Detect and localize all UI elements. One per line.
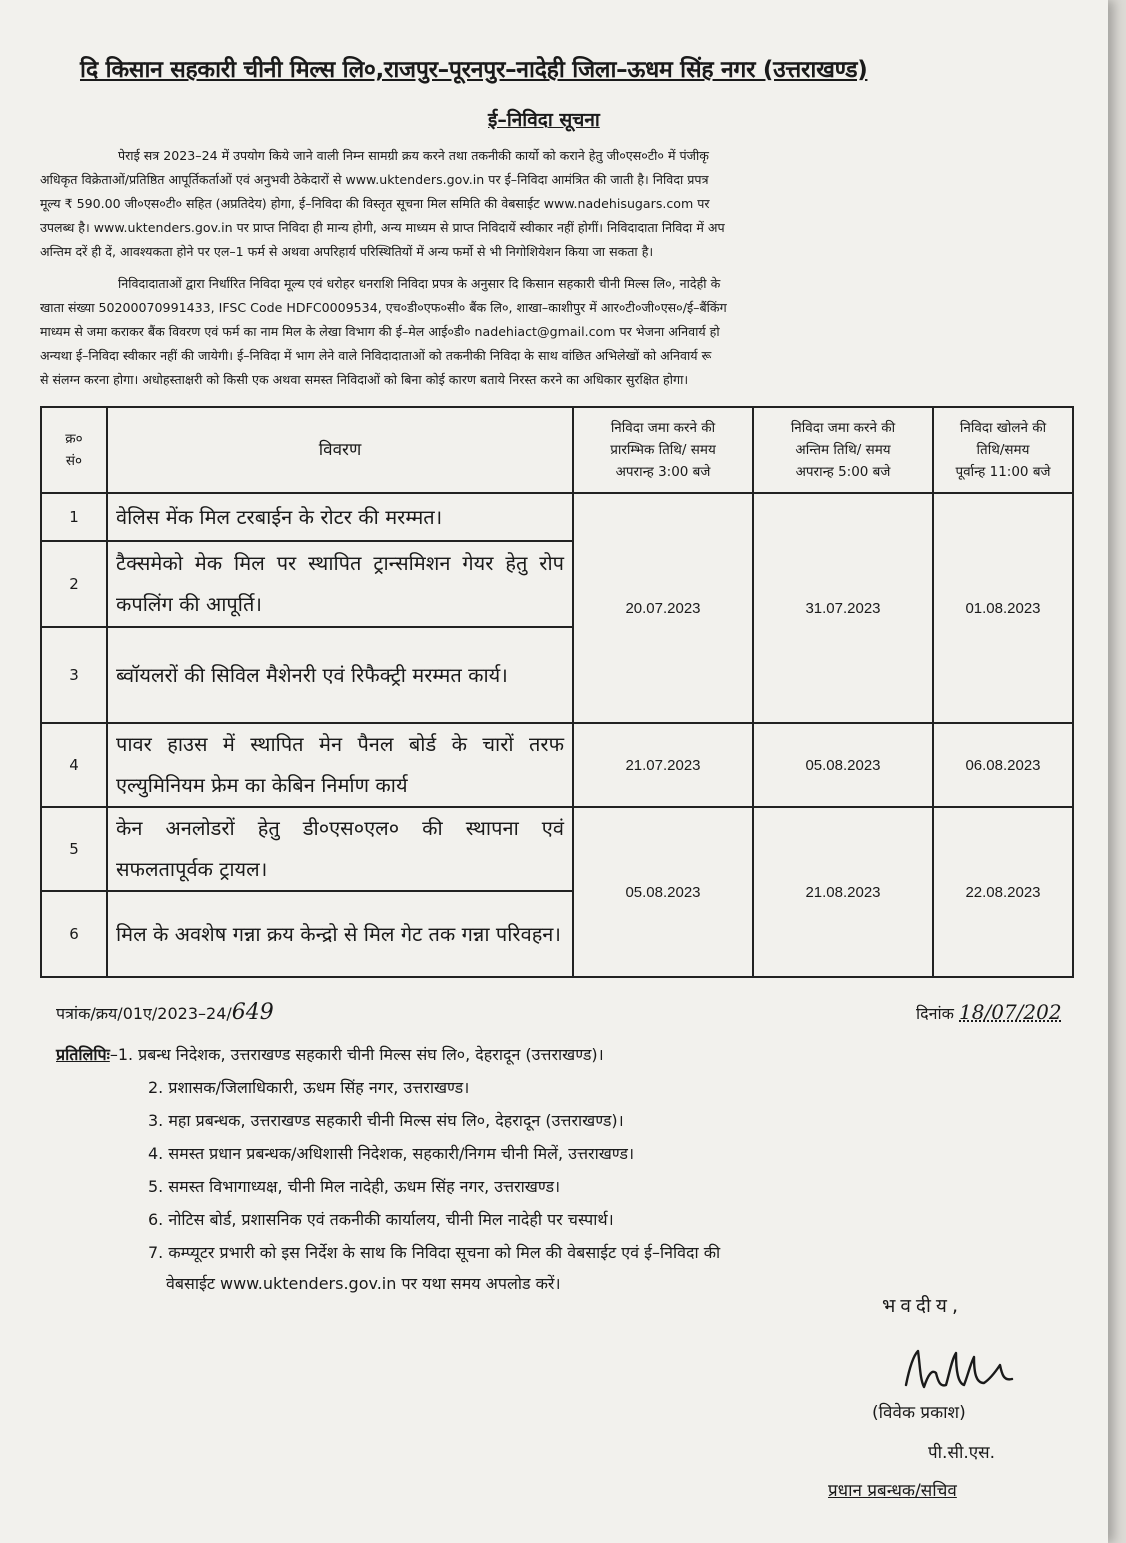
cc-item: 7. कम्प्यूटर प्रभारी को इस निर्देश के साथ कि निविदा सूचना को मिल की वेबसाईट एवं ई–निविदा की [148, 1243, 721, 1262]
date-label: दिनांक [916, 1004, 954, 1023]
start-date-cell: 20.07.2023 [573, 493, 753, 723]
row-description: पावर हाउस में स्थापित मेन पैनल बोर्ड के चारों तरफ एल्युमिनियम फ्रेम का केबिन निर्माण कार्य [107, 723, 573, 807]
reference-number [56, 1000, 274, 1025]
last-date-cell: 05.08.2023 [753, 723, 933, 807]
last-date-cell: 21.08.2023 [753, 807, 933, 977]
start-date-cell: 21.07.2023 [573, 723, 753, 807]
table-row [41, 493, 1073, 541]
cc-item: 2. प्रशासक/जिलाधिकारी, ऊधम सिंह नगर, उत्तराखण्ड। [148, 1078, 470, 1097]
intro-line: उपलब्ध है। www.uktenders.gov.in पर प्राप्त निविदा ही मान्य होगी, अन्य माध्यम से प्राप्त निविदायें स्वीकार नहीं होगीं। निविदादाता निविदा में अप [40, 220, 725, 235]
intro-line: मूल्य ₹ 590.00 जी०एस०टी० सहित (अप्रतिदेय) होगा, ई–निविदा की विस्तृत सूचना मिल समिति की वेबसाईट www.nadehisugars.com पर [40, 196, 710, 211]
copy-to-list [56, 1038, 1056, 1299]
payment-line: खाता संख्या 50200070991433, IFSC Code HDFC0009534, एच०डी०एफ०सी० बैंक लि०, शाखा–काशीपुर में आर०टी०जी०एस०/ई–बैंकिंग [40, 300, 727, 315]
cc-item-continuation: वेबसाईट www.uktenders.gov.in पर यथा समय अपलोड करें। [166, 1274, 561, 1293]
payment-paragraph [40, 272, 1108, 392]
row-sno: 3 [41, 627, 107, 723]
row-description: केन अनलोडरों हेतु डी०एस०एल० की स्थापना एवं सफलतापूर्वक ट्रायल। [107, 807, 573, 891]
start-date-cell: 05.08.2023 [573, 807, 753, 977]
table-row [41, 807, 1073, 891]
table-header-row [41, 407, 1073, 493]
payment-line: अन्यथा ई–निविदा स्वीकार नहीं की जायेगी। ई–निविदा में भाग लेने वाले निविदादाताओं को तकनीकी निविदा के साथ वांछित अभिलेखों को अनिवार्य रू [40, 348, 712, 363]
signatory-name: (विवेक प्रकाश) [872, 1403, 966, 1423]
opening-date-cell: 01.08.2023 [933, 493, 1073, 723]
row-sno: 4 [41, 723, 107, 807]
reference-handwritten-number: 649 [231, 1000, 274, 1025]
payment-line: निविदादाताओं द्वारा निर्धारित निविदा मूल्य एवं धरोहर धनराशि निविदा प्रपत्र के अनुसार दि किसान सहकारी चीनी मिल्स लि०, नादेही के [118, 276, 721, 291]
row-description: ब्वॉयलरों की सिविल मैशेनरी एवं रिफैक्ट्री मरम्मत कार्य। [107, 627, 573, 723]
cc-item: प्रतिलिपिः–1. प्रबन्ध निदेशक, उत्तराखण्ड सहकारी चीनी मिल्स संघ लि०, देहरादून (उत्तराखण्ड)। [56, 1045, 604, 1064]
header-description: विवरण [107, 407, 573, 493]
header-start-date: निविदा जमा करने की प्रारम्भिक तिथि/ समय अपरान्ह 3:00 बजे [573, 407, 753, 493]
row-description: वेलिस मेंक मिल टरबाईन के रोटर की मरम्मत। [107, 493, 573, 541]
opening-date-cell: 06.08.2023 [933, 723, 1073, 807]
intro-line: पेराई सत्र 2023–24 में उपयोग किये जाने वाली निम्न सामग्री क्रय करने तथा तकनीकी कार्यो को कराने हेतु जी०एस०टी० में पंजीकृ [118, 148, 709, 163]
reference-label: पत्रांक/क्रय/01ए/2023–24/ [56, 1004, 232, 1023]
date-line [916, 1000, 1062, 1024]
cc-item: 3. महा प्रबन्धक, उत्तराखण्ड सहकारी चीनी मिल्स संघ लि०, देहरादून (उत्तराखण्ड)। [148, 1111, 624, 1130]
notice-heading: ई–निविदा सूचना [488, 109, 600, 131]
cc-item: 6. नोटिस बोर्ड, प्रशासनिक एवं तकनीकी कार्यालय, चीनी मिल नादेही पर चस्पार्थ। [148, 1210, 614, 1229]
intro-line: अन्तिम दरें ही दें, आवश्यकता होने पर एल–1 फर्म से अथवा अपरिहार्य परिस्थितियों में अन्य फर्मो से भी निगोशियेशन किया जा सकता है। [40, 244, 654, 259]
row-sno: 2 [41, 541, 107, 627]
cc-item: 4. समस्त प्रधान प्रबन्धक/अधिशासी निदेशक, सहकारी/निगम चीनी मिलें, उत्तराखण्ड। [148, 1144, 635, 1163]
opening-date-cell: 22.08.2023 [933, 807, 1073, 977]
intro-line: अधिकृत विक्रेताओं/प्रतिष्ठित आपूर्तिकर्ताओं एवं अनुभवी ठेकेदारों से www.uktenders.gov.in पर ई–निविदा आमंत्रित की जाती है। निविदा प्रपत्र [40, 172, 709, 187]
intro-paragraph [40, 144, 1108, 264]
mill-title: दि किसान सहकारी चीनी मिल्स लि०,राजपुर–पूरनपुर–नादेही जिला–ऊधम सिंह नगर (उत्तराखण्ड) [80, 57, 868, 83]
row-description: टैक्समेको मेक मिल पर स्थापित ट्रान्समिशन गेयर हेतु रोप कपलिंग की आपूर्ति। [107, 541, 573, 627]
signatory-designation: पी.सी.एस. [928, 1443, 996, 1463]
closing-salutation: भवदीय, [882, 1295, 963, 1317]
row-sno: 1 [41, 493, 107, 541]
tender-table [40, 406, 1074, 978]
header-sno: क्र० सं० [41, 407, 107, 493]
signatory-post: प्रधान प्रबन्धक/सचिव [828, 1481, 957, 1501]
cc-item: 5. समस्त विभागाध्यक्ष, चीनी मिल नादेही, ऊधम सिंह नगर, उत्तराखण्ड। [148, 1177, 561, 1196]
header-last-date: निविदा जमा करने की अन्तिम तिथि/ समय अपरान्ह 5:00 बजे [753, 407, 933, 493]
header-opening-date: निविदा खोलने की तिथि/समय पूर्वान्ह 11:00 बजे [933, 407, 1073, 493]
row-description: मिल के अवशेष गन्ना क्रय केन्द्रो से मिल गेट तक गन्ना परिवहन। [107, 891, 573, 977]
table-row [41, 723, 1073, 807]
date-handwritten: 18/07/202 [959, 1000, 1062, 1024]
row-sno: 6 [41, 891, 107, 977]
payment-line: से संलग्न करना होगा। अधोहस्ताक्षरी को किसी एक अथवा समस्त निविदाओं को बिना कोई कारण बताये निरस्त करने का अधिकार सुरक्षित होगा। [40, 372, 689, 387]
handwritten-signature [900, 1335, 1030, 1405]
row-sno: 5 [41, 807, 107, 891]
payment-line: माध्यम से जमा कराकर बैंक विवरण एवं फर्म का नाम मिल के लेखा विभाग की ई–मेल आई०डी० nadehiact@gmail.com पर भेजना अनिवार्य हो [40, 324, 720, 339]
last-date-cell: 31.07.2023 [753, 493, 933, 723]
cc-label: प्रतिलिपिः [56, 1045, 110, 1064]
